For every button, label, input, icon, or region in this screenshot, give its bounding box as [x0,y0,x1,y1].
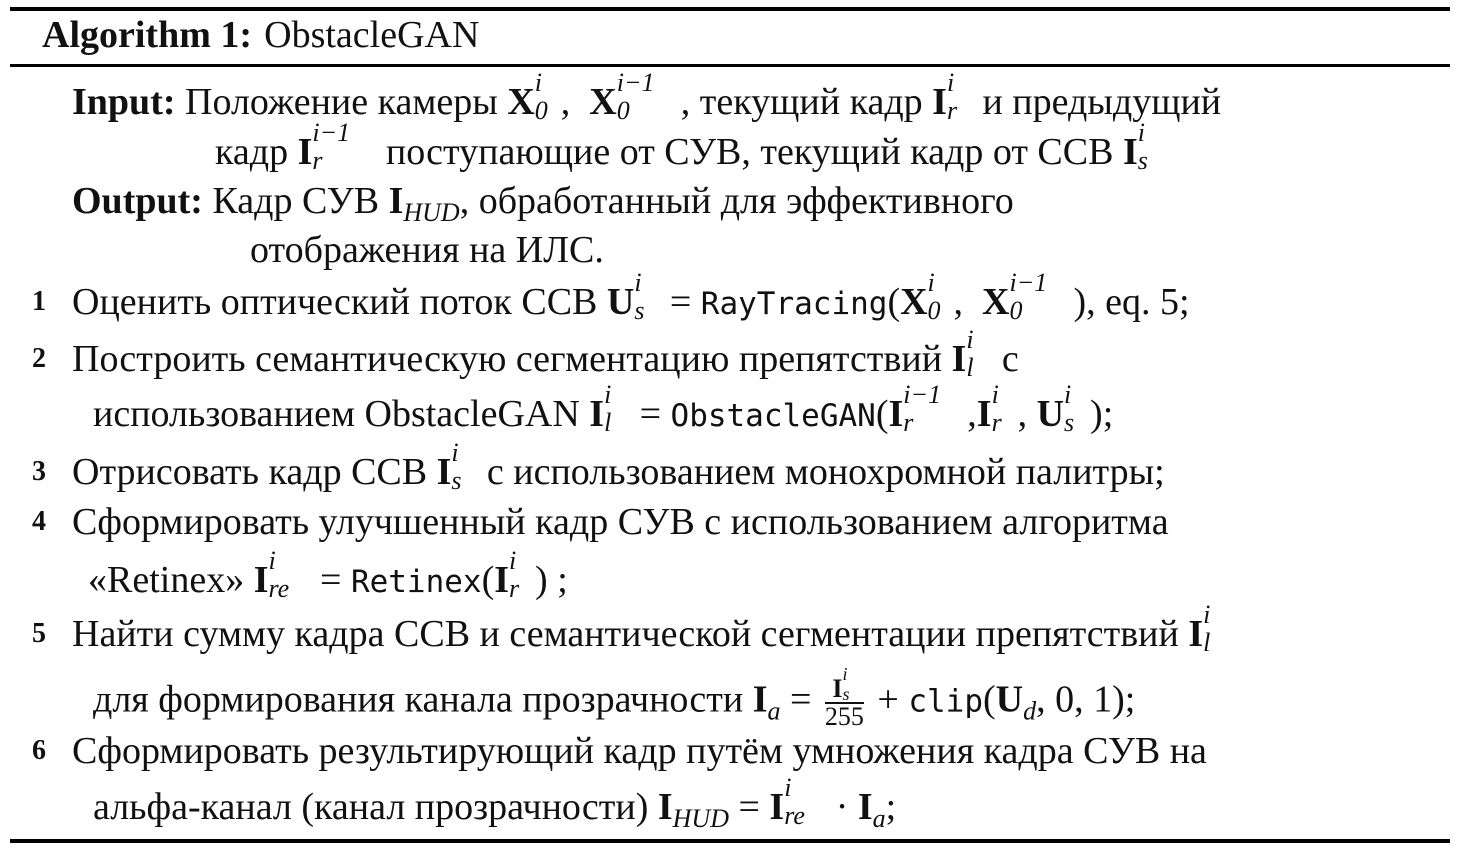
step-1-ref: , eq. 5; [1086,281,1190,323]
fraction: I i s 255 [824,664,864,731]
step-3-text-2: с использованием монохромной палитры; [486,451,1165,493]
step-6-line-1 [72,729,1207,773]
step-5-line-1: Найти сумму кадра ССВ и семантической сегментации препятствий I i l [72,600,1211,657]
step-1-line-1: Оценить оптический поток ССВ U i s = RayTracing(X i 0 , X i−1 0 ), eq. 5; [72,268,1190,325]
algorithm-title [42,10,479,59]
step-6-text-2: альфа-канал (канал прозрачности) [93,786,649,828]
input-text-1: Положение камеры [185,81,498,123]
step-2-text-1: Построить семантическую сегментацию препятствий [72,338,943,380]
step-6-text-1: Сформировать результирующий кадр путём умножения кадра СУВ на [72,730,1207,772]
output-line-2 [250,228,604,272]
step-2-text-3: использованием ObstacleGAN [93,393,580,435]
output-label: Output: [72,180,203,222]
bottom-rule [10,839,1450,843]
input-text-4: кадр [215,131,289,173]
step-number-3: 3 [32,456,46,487]
output-line-1: Output: Кадр СУВ $I_{HUD}$, обработанный для эффективного [72,180,1014,227]
step-1-text: Оценить оптический поток ССВ [72,281,598,323]
step-4-text-2: «Retinex» [88,559,245,601]
step-5-function: clip [908,683,984,720]
step-number-5: 5 [32,618,46,649]
step-2-line-1: Построить семантическую сегментацию препятствий I i l с [72,325,1019,382]
step-2-line-2: использованием ObstacleGAN I i l = ObstacleGAN(I i−1 r ,I i r , U i s ); [93,380,1114,437]
input-line-1: Input: Положение камеры X i 0 , X i−1 0 , текущий кадр I i r и предыдущий [72,68,1222,125]
algorithm-label: Algorithm 1: [42,14,253,56]
step-3-line-1: Отрисовать кадр ССВ I i s с использованием монохромной палитры; [72,438,1165,495]
fraction-denominator: 255 [824,702,864,731]
step-number-1: 1 [32,286,46,317]
step-2-text-2: с [1001,338,1019,380]
step-6-line-2: альфа-канал (канал прозрачности) $I_{HUD} = I$ i re · $I_a$; [93,773,897,833]
title-rule [10,64,1450,67]
algorithm-name: ObstacleGAN [264,14,480,56]
step-4-line-2: «Retinex» I i re = Retinex(I i r ) ; [88,546,568,603]
output-text-3: отображения на ИЛС. [250,229,604,271]
step-2-function: ObstacleGAN [670,398,876,434]
step-5-text-1: Найти сумму кадра ССВ и семантической сегментации препятствий [72,613,1179,655]
input-text-2: , текущий кадр [680,81,923,123]
input-label: Input: [72,81,176,123]
step-number-2: 2 [32,343,46,374]
step-4-text-1: Сформировать улучшенный кадр СУВ с использованием алгоритма [72,501,1169,543]
input-text-3: и предыдущий [982,81,1222,123]
step-number-4: 4 [32,506,46,537]
step-1-function: RayTracing [700,286,888,322]
step-5-line-2: для формирования канала прозрачности $I_a$ = I i s 255 + $clip(U_d$, 0, 1); [93,664,1136,731]
step-4-function: Retinex [350,564,482,600]
step-5-text-2: для формирования канала прозрачности [93,678,744,721]
input-line-2: кадр I i−1 r поступающие от СУВ, текущий кадр от ССВ I i s [215,118,1148,175]
step-number-6: 6 [32,735,46,766]
input-text-5: поступающие от СУВ, текущий кадр от ССВ [385,131,1114,173]
output-text-1: Кадр СУВ [212,180,380,222]
output-text-2: , обработанный для эффективного [459,180,1014,222]
step-4-line-1 [72,500,1169,544]
step-3-text-1: Отрисовать кадр ССВ [72,451,428,493]
